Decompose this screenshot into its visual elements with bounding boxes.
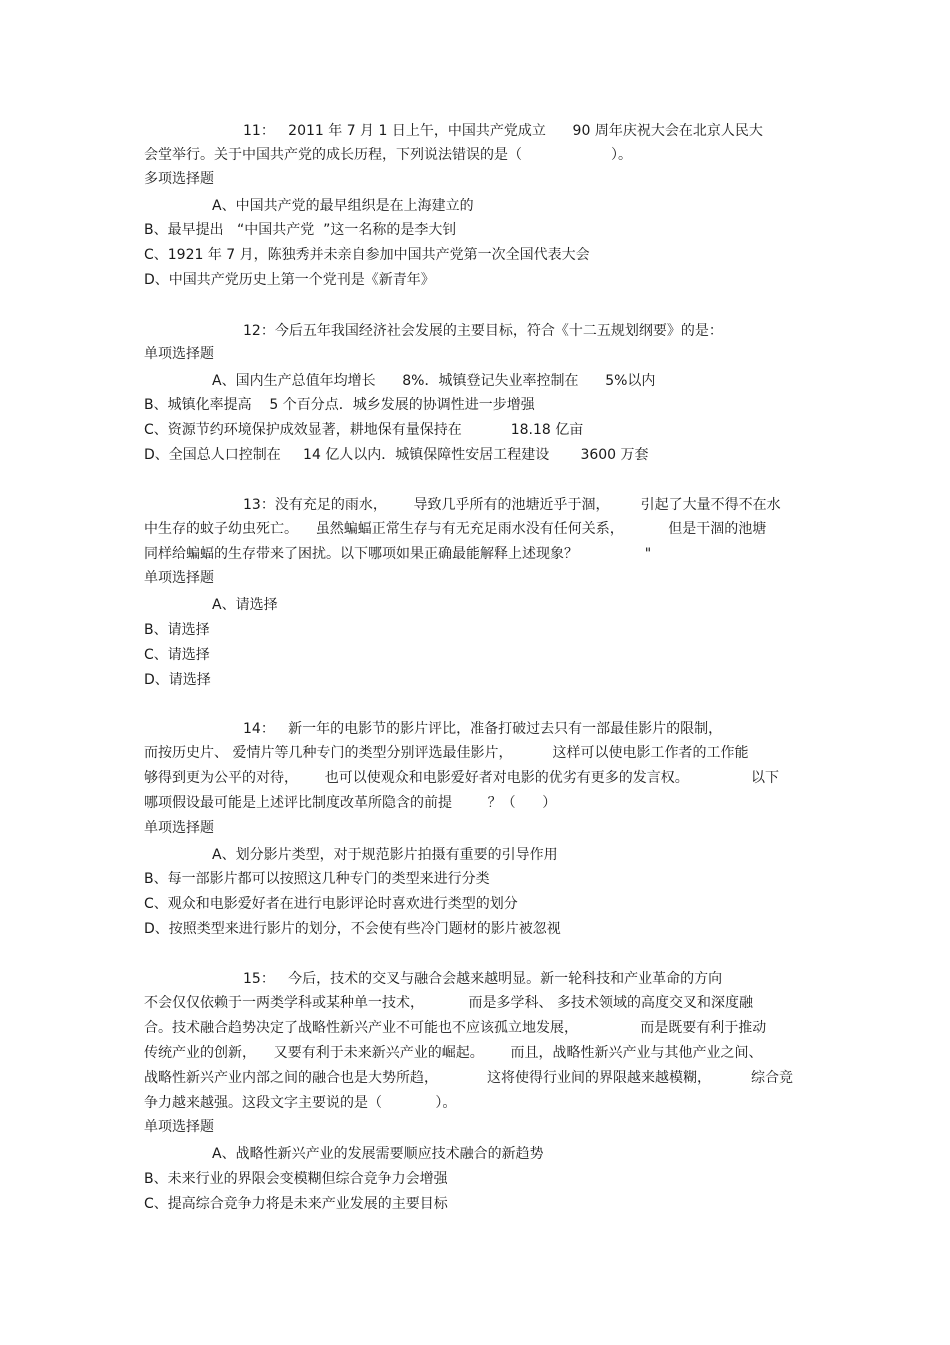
question-15-option-a: A、战略性新兴产业的发展需要顺应技术融合的新趋势: [212, 1146, 544, 1162]
question-13-stem-line-3: 同样给蝙蝠的生存带来了困扰。以下哪项如果正确最能解释上述现象？ ": [144, 546, 652, 562]
question-13-option-b: B、请选择: [144, 622, 210, 638]
question-12-option-b: B、城镇化率提高 5 个百分点．城乡发展的协调性进一步增强: [144, 397, 535, 413]
question-15-stem-line-5: 战略性新兴产业内部之间的融合也是大势所趋， 这将使得行业间的界限越来越模糊， 综合竞: [144, 1070, 794, 1086]
question-12-option-d: D、全国总人口控制在 14 亿人以内．城镇保障性安居工程建设 3600 万套: [144, 447, 649, 463]
question-11-type: 多项选择题: [144, 171, 214, 187]
question-15-option-c: C、提高综合竞争力将是未来产业发展的主要目标: [144, 1196, 448, 1212]
question-15-option-b: B、未来行业的界限会变模糊但综合竞争力会增强: [144, 1171, 448, 1187]
question-13-option-d: D、请选择: [144, 672, 211, 688]
question-14-option-c: C、观众和电影爱好者在进行电影评论时喜欢进行类型的划分: [144, 896, 518, 912]
question-14-option-b: B、每一部影片都可以按照这几种专门的类型来进行分类: [144, 871, 490, 887]
question-13-option-a: A、请选择: [212, 597, 278, 613]
question-11-option-c: C、1921 年 7 月，陈独秀并未亲自参加中国共产党第一次全国代表大会: [144, 247, 590, 263]
question-15-stem-line-4: 传统产业的创新， 又要有利于未来新兴产业的崛起。 而且，战略性新兴产业与其他产业之间、: [144, 1045, 763, 1061]
question-14-stem-line-1: 14： 新一年的电影节的影片评比，准备打破过去只有一部最佳影片的限制，: [243, 721, 723, 737]
question-13-type: 单项选择题: [144, 570, 214, 586]
question-13-stem-line-1: 13：没有充足的雨水， 导致几乎所有的池塘近乎于涸， 引起了大量不得不在水: [243, 497, 781, 513]
question-14-option-d: D、按照类型来进行影片的划分，不会使有些冷门题材的影片被忽视: [144, 921, 561, 937]
question-15-stem-line-2: 不会仅仅依赖于一两类学科或某种单一技术， 而是多学科、 多技术领域的高度交叉和深度融: [144, 995, 753, 1011]
question-11-stem-line-1: 11： 2011 年 7 月 1 日上午，中国共产党成立 90 周年庆祝大会在北京人民大: [243, 123, 763, 139]
question-15-stem-line-1: 15： 今后，技术的交叉与融合会越来越明显。新一轮科技和产业革命的方向: [243, 971, 723, 987]
question-12-option-a: A、国内生产总值年均增长 8%．城镇登记失业率控制在 5%以内: [212, 373, 656, 389]
question-11-option-d: D、中国共产党历史上第一个党刊是《新青年》: [144, 272, 435, 288]
question-12-stem-line-1: 12：今后五年我国经济社会发展的主要目标，符合《十二五规划纲要》的是：: [243, 323, 723, 339]
question-12-option-c: C、资源节约环境保护成效显著，耕地保有量保持在 18.18 亿亩: [144, 422, 584, 438]
question-11-option-a: A、中国共产党的最早组织是在上海建立的: [212, 198, 474, 214]
question-14-type: 单项选择题: [144, 820, 214, 836]
question-14-stem-line-3: 够得到更为公平的对待， 也可以使观众和电影爱好者对电影的优劣有更多的发言权。 以下: [144, 770, 780, 786]
question-12-type: 单项选择题: [144, 346, 214, 362]
question-15-stem-line-3: 合。技术融合趋势决定了战略性新兴产业不可能也不应该孤立地发展， 而是既要有利于推动: [144, 1020, 767, 1036]
question-11-option-b: B、最早提出 “中国共产党 ”这一名称的是李大钊: [144, 222, 457, 238]
question-14-stem-line-2: 而按历史片、 爱情片等几种专门的类型分别评选最佳影片， 这样可以使电影工作者的工作能: [144, 745, 749, 761]
question-13-stem-line-2: 中生存的蚊子幼虫死亡。 虽然蝙蝠正常生存与有无充足雨水没有任何关系， 但是干涸的池塘: [144, 521, 767, 537]
question-15-stem-line-6: 争力越来越强。这段文字主要说的是（ ）。: [144, 1095, 457, 1111]
question-15-type: 单项选择题: [144, 1119, 214, 1135]
question-13-option-c: C、请选择: [144, 647, 210, 663]
question-14-stem-line-4: 哪项假设最可能是上述评比制度改革所隐含的前提 ？（ ）: [144, 795, 557, 811]
question-11-stem-line-2: 会堂举行。关于中国共产党的成长历程，下列说法错误的是（ ）。: [144, 147, 633, 163]
question-14-option-a: A、划分影片类型，对于规范影片拍摄有重要的引导作用: [212, 847, 558, 863]
